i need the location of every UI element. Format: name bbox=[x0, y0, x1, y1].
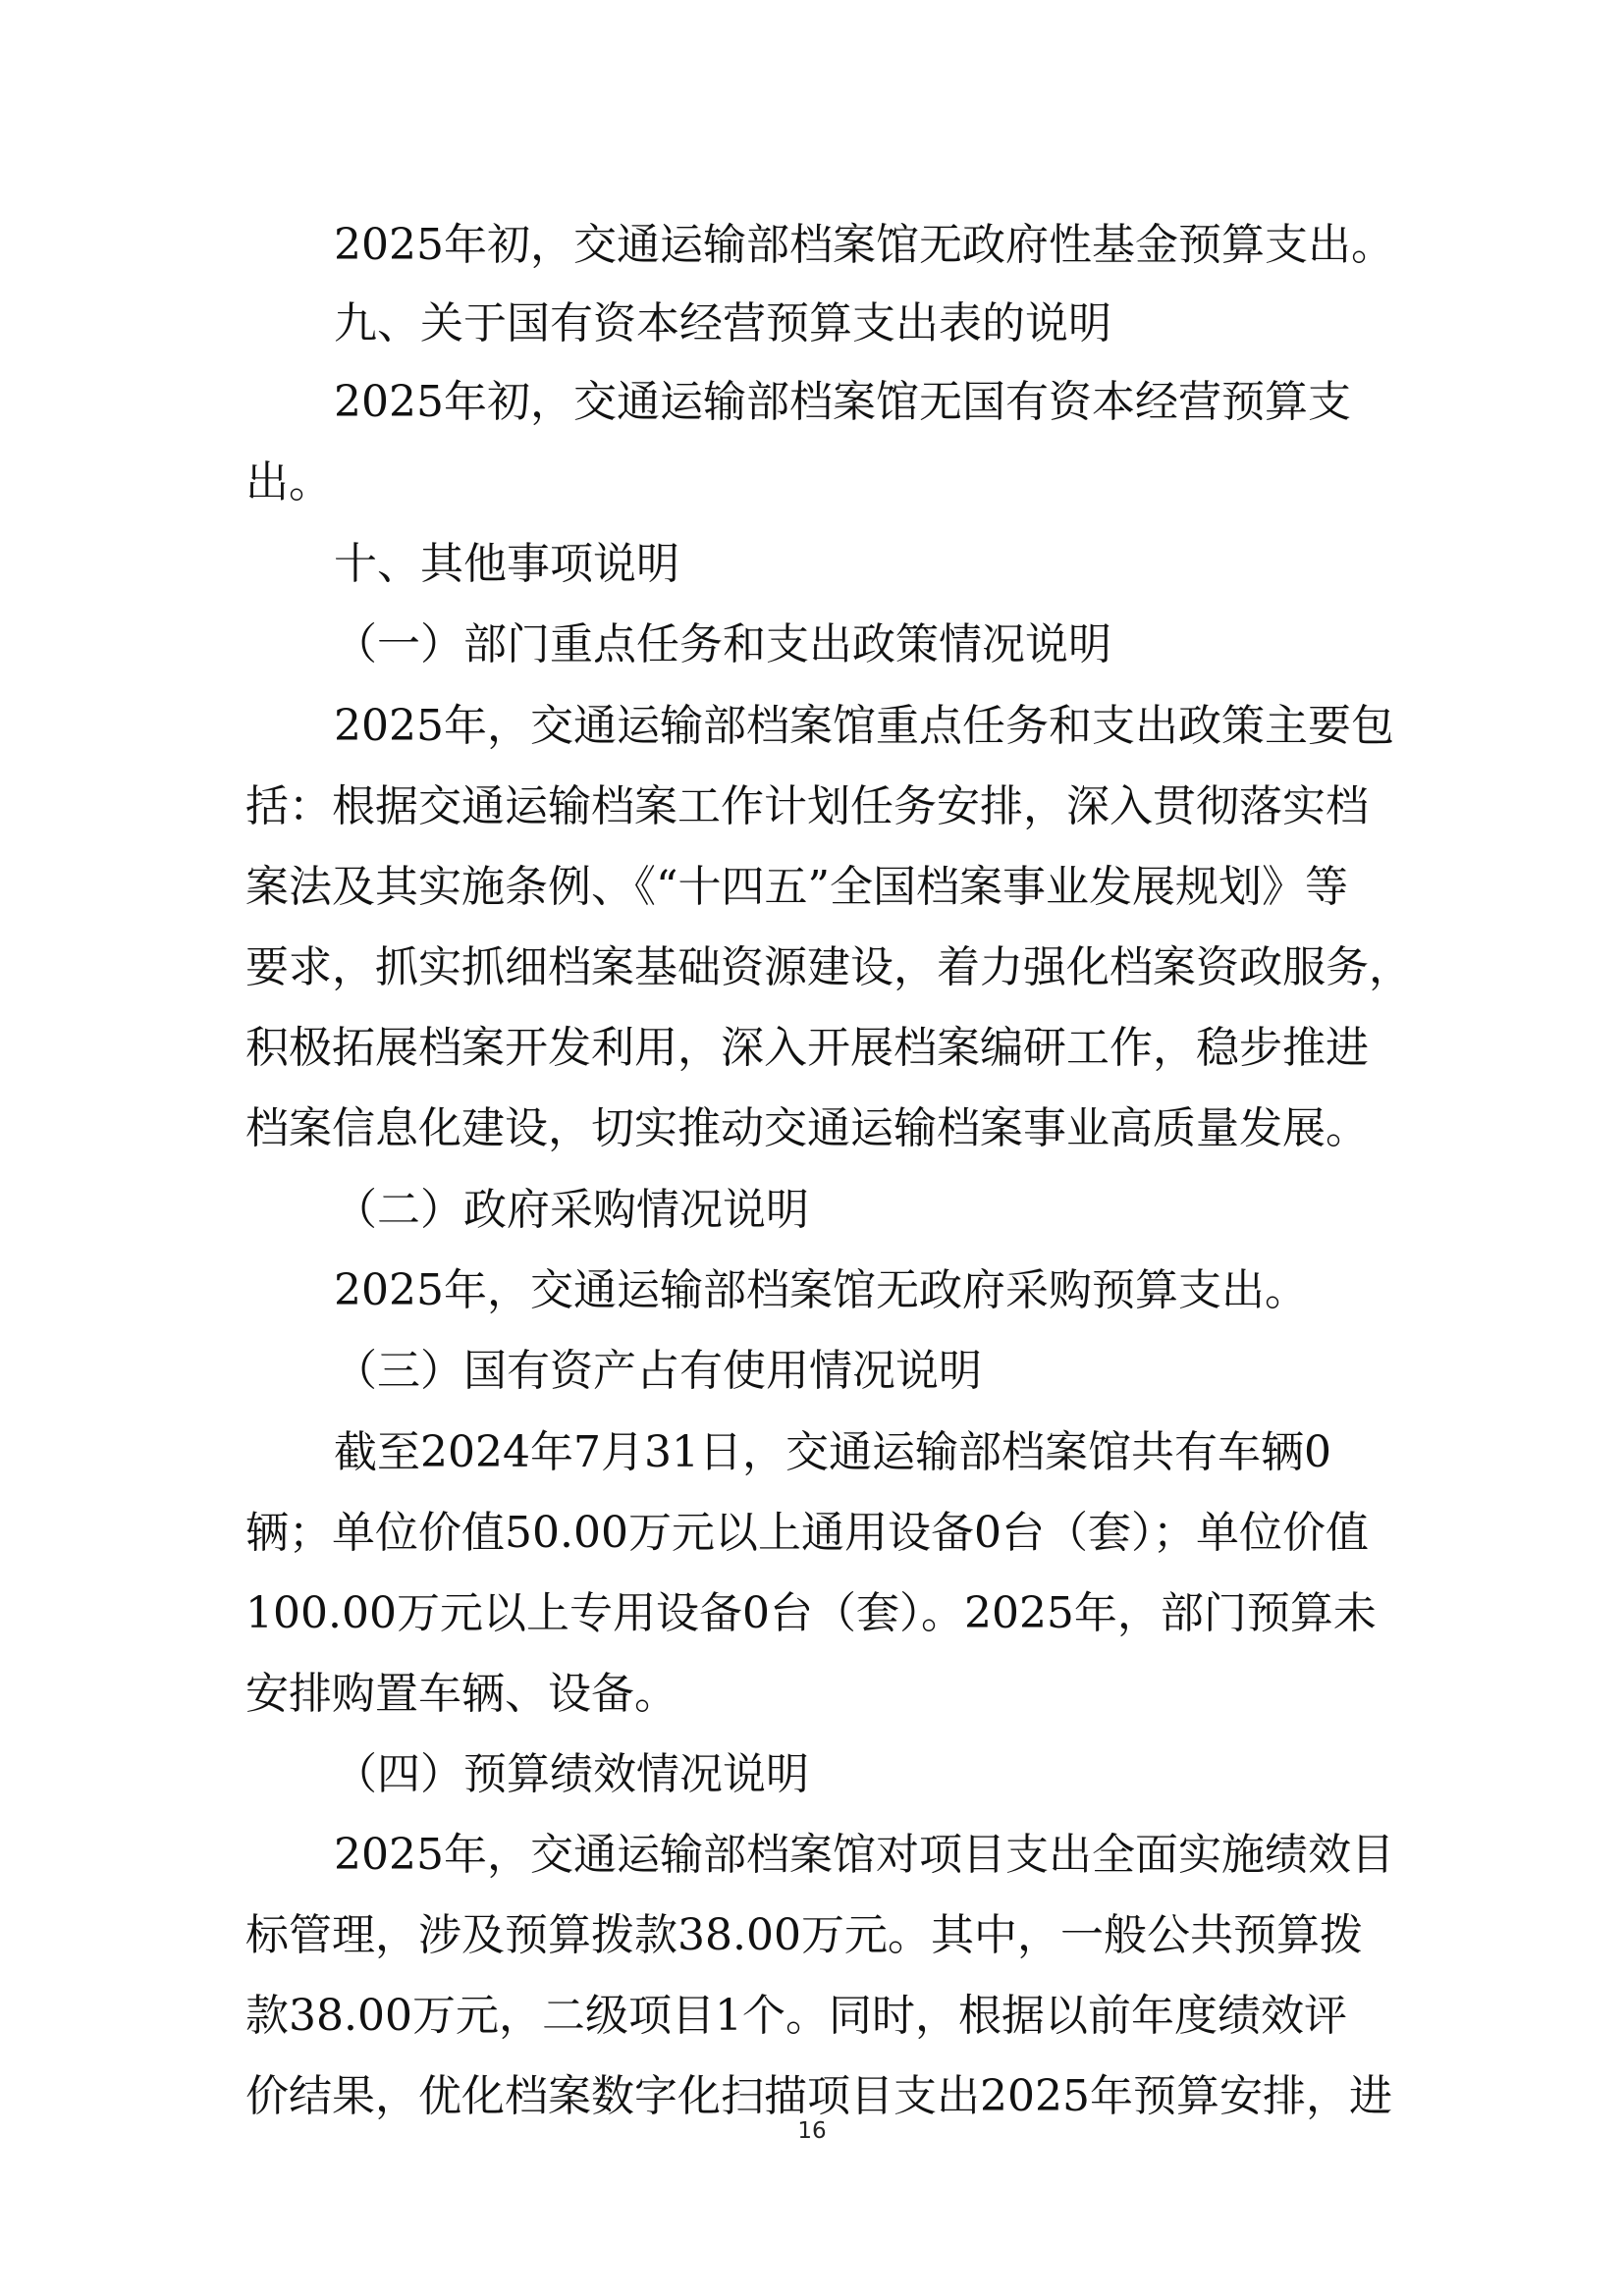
paragraph-line bbox=[0, 768, 1624, 846]
paragraph-line bbox=[0, 1009, 1624, 1088]
text-line: 档案信息化建设，切实推动交通运输档案事业高质量发展。 bbox=[245, 1103, 1369, 1153]
paragraph-line bbox=[0, 1090, 1624, 1168]
paragraph-line bbox=[0, 1896, 1624, 1975]
text-line: 2025年初，交通运输部档案馆无政府性基金预算支出。 bbox=[334, 220, 1394, 270]
text-line: 出。 bbox=[245, 457, 332, 507]
text-line: 积极拓展档案开发利用，深入开展档案编研工作，稳步推进 bbox=[245, 1023, 1369, 1073]
text-line: 2025年，交通运输部档案馆无政府采购预算支出。 bbox=[334, 1265, 1308, 1315]
text-line: （一）部门重点任务和支出政策情况说明 bbox=[334, 619, 1111, 669]
page-number: 16 bbox=[797, 2118, 827, 2144]
text-line: 十、其他事项说明 bbox=[334, 539, 679, 589]
paragraph-line bbox=[0, 1977, 1624, 2056]
text-line: （三）国有资产占有使用情况说明 bbox=[334, 1346, 982, 1396]
paragraph-line bbox=[0, 848, 1624, 927]
paragraph-line bbox=[0, 1655, 1624, 1734]
text-line: 案法及其实施条例、《“十四五”全国档案事业发展规划》等 bbox=[245, 862, 1348, 912]
subsection-heading bbox=[0, 1332, 1624, 1411]
section-heading bbox=[0, 285, 1624, 363]
subsection-heading bbox=[0, 1735, 1624, 1814]
paragraph-line bbox=[0, 206, 1624, 285]
text-line: 截至2024年7月31日，交通运输部档案馆共有车辆0 bbox=[334, 1427, 1331, 1477]
subsection-heading bbox=[0, 606, 1624, 684]
text-line: 安排购置车辆、设备。 bbox=[245, 1669, 677, 1719]
paragraph-line bbox=[0, 444, 1624, 522]
paragraph-line bbox=[0, 1575, 1624, 1653]
paragraph-line bbox=[0, 1252, 1624, 1330]
paragraph-line bbox=[0, 1494, 1624, 1573]
text-line: 2025年初，交通运输部档案馆无国有资本经营预算支 bbox=[334, 377, 1351, 427]
paragraph-line bbox=[0, 687, 1624, 766]
paragraph-line bbox=[0, 363, 1624, 442]
text-line: 2025年，交通运输部档案馆对项目支出全面实施绩效目 bbox=[334, 1830, 1394, 1880]
text-line: （二）政府采购情况说明 bbox=[334, 1185, 809, 1235]
paragraph-line bbox=[0, 1414, 1624, 1492]
section-heading bbox=[0, 525, 1624, 604]
text-line: 价结果，优化档案数字化扫描项目支出2025年预算安排，进 bbox=[245, 2071, 1392, 2121]
text-line: 款38.00万元，二级项目1个。同时，根据以前年度绩效评 bbox=[245, 1991, 1347, 2041]
text-line: 标管理，涉及预算拨款38.00万元。其中，一般公共预算拨 bbox=[245, 1910, 1363, 1960]
text-line: 辆；单位价值50.00万元以上通用设备0台（套）；单位价值 bbox=[245, 1508, 1369, 1558]
paragraph-line bbox=[0, 1816, 1624, 1895]
subsection-heading bbox=[0, 1171, 1624, 1250]
text-line: 要求，抓实抓细档案基础资源建设，着力强化档案资政服务， bbox=[245, 942, 1412, 992]
text-line: （四）预算绩效情况说明 bbox=[334, 1749, 809, 1799]
text-line: 九、关于国有资本经营预算支出表的说明 bbox=[334, 298, 1111, 348]
text-line: 2025年，交通运输部档案馆重点任务和支出政策主要包 bbox=[334, 701, 1394, 751]
text-line: 100.00万元以上专用设备0台（套）。2025年，部门预算未 bbox=[245, 1588, 1377, 1638]
paragraph-line bbox=[0, 929, 1624, 1007]
text-line: 括：根据交通运输档案工作计划任务安排，深入贯彻落实档 bbox=[245, 781, 1369, 831]
